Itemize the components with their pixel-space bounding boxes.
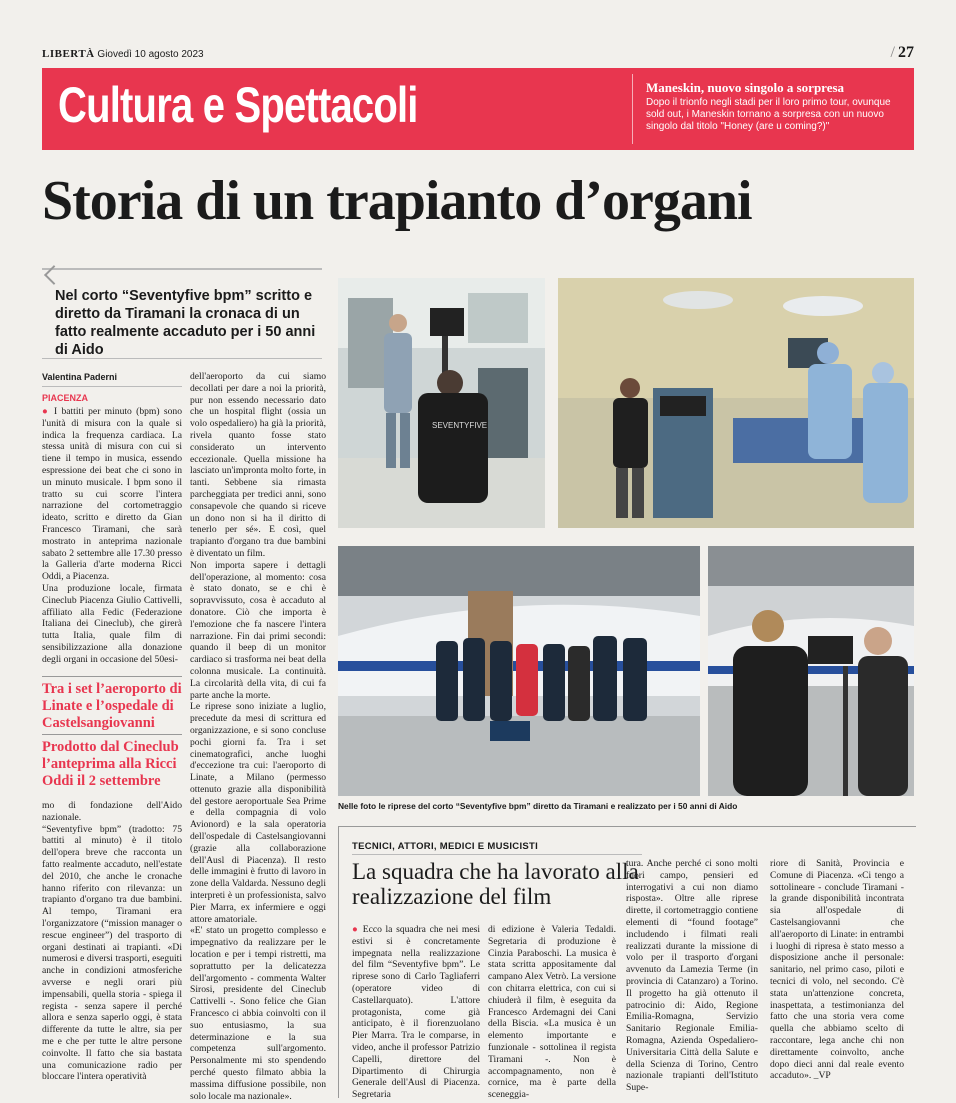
- paragraph: “Seventyfive bpm” (tradotto: 75 battiti al minuto) è il titolo dell'opera breve che racconta un fatto realmente accaduto, nell'estate del 2010, che anche le cronache hanno riferito con rilevanza: un trapianto d'organo tra due bambini. Al tempo, Tiramani era l'organizzatore (“mission manager o rescue engineer”) del trasporto di organi destinati ai trapianti. «Di numerosi e diversi trasporti, eseguiti anche in condizioni atmosferiche avverse e negli orari più impensabili, quella storia - spiega il regista - senza sapere il perché allora e senza saperlo oggi, è stata differente da tutte le altre, sia per me e che per tutte le altre persone coinvolte. Il fatto che sia bastata una comunicazione radio per bloccare l'intera operatività: [42, 823, 182, 1083]
- paragraph: Le riprese sono iniziate a luglio, precedute da mesi di scrittura ed organizzazione, e si sono concluse pochi giorni fa. Tra i set cinematografici, anche luoghi d'eccezione tra cui: l'aeroporto di Linate, a Milano (permesso ottenuto grazie alla disponibilità del gestore aeroportuale Sea Prime e della compagnia di volo Avionord) e la sala operatoria dell'ospedale di Castelsangiovanni (grazie alla collaborazione dell'Ausl di Piacenza). Il resto delle immagini è frutto di lavoro in zone della Valdarda. Nessuno degli interpreti è un professionista, salvo Pier Marra, ex infermiere e oggi attore amatoriale.: [190, 701, 326, 925]
- box-title: La squadra che ha lavorato alla realizzazione del film: [352, 859, 639, 909]
- page-number: / 27: [890, 44, 914, 61]
- photo-caption: Nelle foto le riprese del corto “Seventyfive bpm” diretto da Tiramani e realizzato per i 50 anni di Aido: [338, 801, 738, 811]
- subhead: Nel corto “Seventyfive bpm” scritto e diretto da Tiramani la cronaca di un fatto realmente accaduto per i 50 anni di Aido: [55, 288, 316, 358]
- divider: [352, 854, 642, 855]
- photo-team-aircraft: [338, 546, 700, 796]
- teaser-body: Dopo il trionfo negli stadi per il loro primo tour, ovunque sold out, i Maneskin tornano a sorpresa con un nuovo singolo dal titolo "Honey (are u coming?)": [646, 97, 891, 132]
- box-column-1: [352, 924, 480, 1101]
- bullet-icon: ●: [352, 924, 360, 935]
- bullet-icon: ●: [42, 406, 50, 417]
- box-column-4: [770, 858, 904, 1082]
- place-label: PIACENZA: [42, 393, 89, 403]
- byline: Valentina Paderni: [42, 372, 118, 382]
- section-title: Cultura e Spettacoli: [58, 77, 418, 133]
- paragraph: tura. Anche perché ci sono molti fuori campo, pensieri ed interrogativi a cui non diamo risposta». Oltre alle riprese dirette, il cortometraggio contiene elementi di “found footage” includendo i filmati reali realizzati durante la missione di volo per il trasporto d'organi avvenuto da Lamezia Terme (in provincia di Catanzaro) a Torino. Il progetto ha già ottenuto il patrocinio di: Aido, Regione Emilia-Romagna, Servizio Sanitario Regionale Emilia-Romagna, Azienda Ospedaliero-Universitaria Città della Salute e della Scienza di Torino, Centro nazionale trapianti dell'Istituto Supe-: [626, 858, 758, 1094]
- pull-quote: Tra i set l’aeroporto di Linate e l’ospedale di Castelsangiovanni: [42, 681, 182, 731]
- divider: [42, 676, 182, 677]
- article-column-1-cont: [42, 800, 182, 1083]
- paragraph: Ecco la squadra che nei mesi estivi si è concretamente impegnata nella realizzazione del film “Seventyfive bpm”. Le riprese sono di Carlo Tagliaferri (operatore video di Castellarquato). L'attore protagonista, come già anticipato, è il fiorenzuolano Pier Marra. Tra le comparse, in video, anche il professor Patrizio Capelli, direttore del Dipartimento di Chirurgia Generale dell'Ausl di Piacenza. Segretaria: [352, 924, 481, 1101]
- svg-text:SEVENTYFIVE: SEVENTYFIVE: [432, 421, 488, 430]
- paragraph: Non importa sapere i dettagli dell'operazione, al momento: cosa è stato donato, se e chi è sopravvissuto, cosa è accaduto al donatore. Ciò che importa è l'emozione che fa nascere l'intera narrazione. Fin dai primi secondi: quando il beep di un monitor cardiaco si trasforma nei beat della colonna musicale. La continuità. La circolarità della vita, di cui fa parte anche la morte.: [190, 559, 326, 701]
- paragraph: riore di Sanità, Provincia e Comune di Piacenza. «Ci tengo a sottolineare - conclude Tiramani - la grande disponibilità incontrata sia all'ospedale di Castelsangiovanni che all'aeroporto di Linate: in entrambi i luoghi di ripresa è stato messo a disposizione anche il personale: sanitario, nel primo caso, piloti e tecnici di volo, nel secondo. C'è stata un'attenzione concreta, inaspettata, a testimonianza del fatto che una storia vera come quella che abbiamo scelto di raccontare, lega anche chi non direttamente coinvolto, anche dopo dieci anni dal reale evento accaduto». _VP: [770, 858, 904, 1082]
- band-divider: [632, 74, 633, 144]
- article-column-1: [42, 406, 182, 666]
- divider: [42, 268, 322, 270]
- masthead: [42, 48, 204, 60]
- photo-filming-airport: [708, 546, 914, 796]
- paragraph: di edizione è Valeria Tedaldi. Segretaria di produzione è Cinzia Paraboschi. La musica è stata scritta appositamente dal campano Alex Vetrò. La versione con chitarra elettrica, con cui si chiuderà il film, è eseguita da Francesco Ardemagni dei Cani della Biscia. «La musica è un elemento importante e funzionale - sottolinea il regista Tiramani -. Non è accompagnamento, non è cornice, ma è parte della sceneggia-: [488, 924, 616, 1101]
- divider: [42, 386, 182, 387]
- headline: Storia di un trapianto d’organi: [42, 170, 752, 232]
- paragraph: «E' stato un progetto complesso e impegnativo da realizzare per le location e per i tempi ristretti, ma soprattutto per la delicatezza dell'argomento - commenta Walter Sirosi, presidente del Cineclub Cattivelli -. Sono felice che Gian Francesco ci abbia coinvolti con il suo entusiasmo, la sua determinazione e la sua competenza sull'argomento. Personalmente mi sto spendendo perché questo filmato abbia la massima diffusione possibile, non solo locale ma nazionale».: [190, 925, 326, 1102]
- paragraph: dell'aeroporto da cui siamo decollati per dare a noi la priorità, pur non essendo necessario dato che un hospital flight (ossia un volo ospedaliero) ha già la priorità, rivela quanto fosse stato considerato un intervento eccezionale. Quella missione ha lasciato un'impronta molto forte, in tanti. Sebbene sia rimasta parcheggiata per tredici anni, sono consapevole che quando si riceve un dono non si ha il diritto di tenerlo per sé». E così, quel trapianto d'organo tra due bambini è diventato un film.: [190, 371, 326, 559]
- photo-operating-table: [558, 278, 914, 528]
- issue-date: Giovedì 10 agosto 2023: [97, 49, 204, 60]
- photo-operating-room-camera: [338, 278, 545, 528]
- box-column-3: [626, 858, 758, 1094]
- box-column-2: [488, 924, 616, 1101]
- paper-name: LIBERTÀ: [42, 48, 95, 60]
- paragraph: I battiti per minuto (bpm) sono l'unità di misura con la quale si indica la frequenza cardiaca. La stessa unità di misura con cui si tiene il tempo in musica, essendo espressione dei beat che ci sono in un minuto musicale. I bpm sono il tratto su cui scorre l'intera narrazione del cortometraggio ideato, scritto e diretto da Gian Francesco Tiramani, che sarà mostrato in anteprima nazionale sabato 2 settembre alle 17.30 presso la Galleria d'arte moderna Ricci Oddi, a Piacenza.: [42, 406, 182, 583]
- paragraph: mo di fondazione dell'Aido nazionale.: [42, 800, 182, 823]
- pull-quote: Prodotto dal Cineclub l’anteprima alla Ricci Oddi il 2 settembre: [42, 739, 179, 789]
- divider: [42, 358, 322, 359]
- teaser-title[interactable]: Maneskin, nuovo singolo a sorpresa: [646, 80, 845, 95]
- article-column-2: [190, 371, 326, 1102]
- divider: [42, 734, 182, 735]
- box-kicker: TECNICI, ATTORI, MEDICI E MUSICISTI: [352, 841, 539, 852]
- paragraph: Una produzione locale, firmata Cineclub Piacenza Giulio Cattivelli, affiliato alla Fedic (Federazione Italiana dei Cineclub), che girerà tutta Italia, quale film di sensibilizzazione alla donazione degli organi in occasione del 50esi-: [42, 582, 182, 665]
